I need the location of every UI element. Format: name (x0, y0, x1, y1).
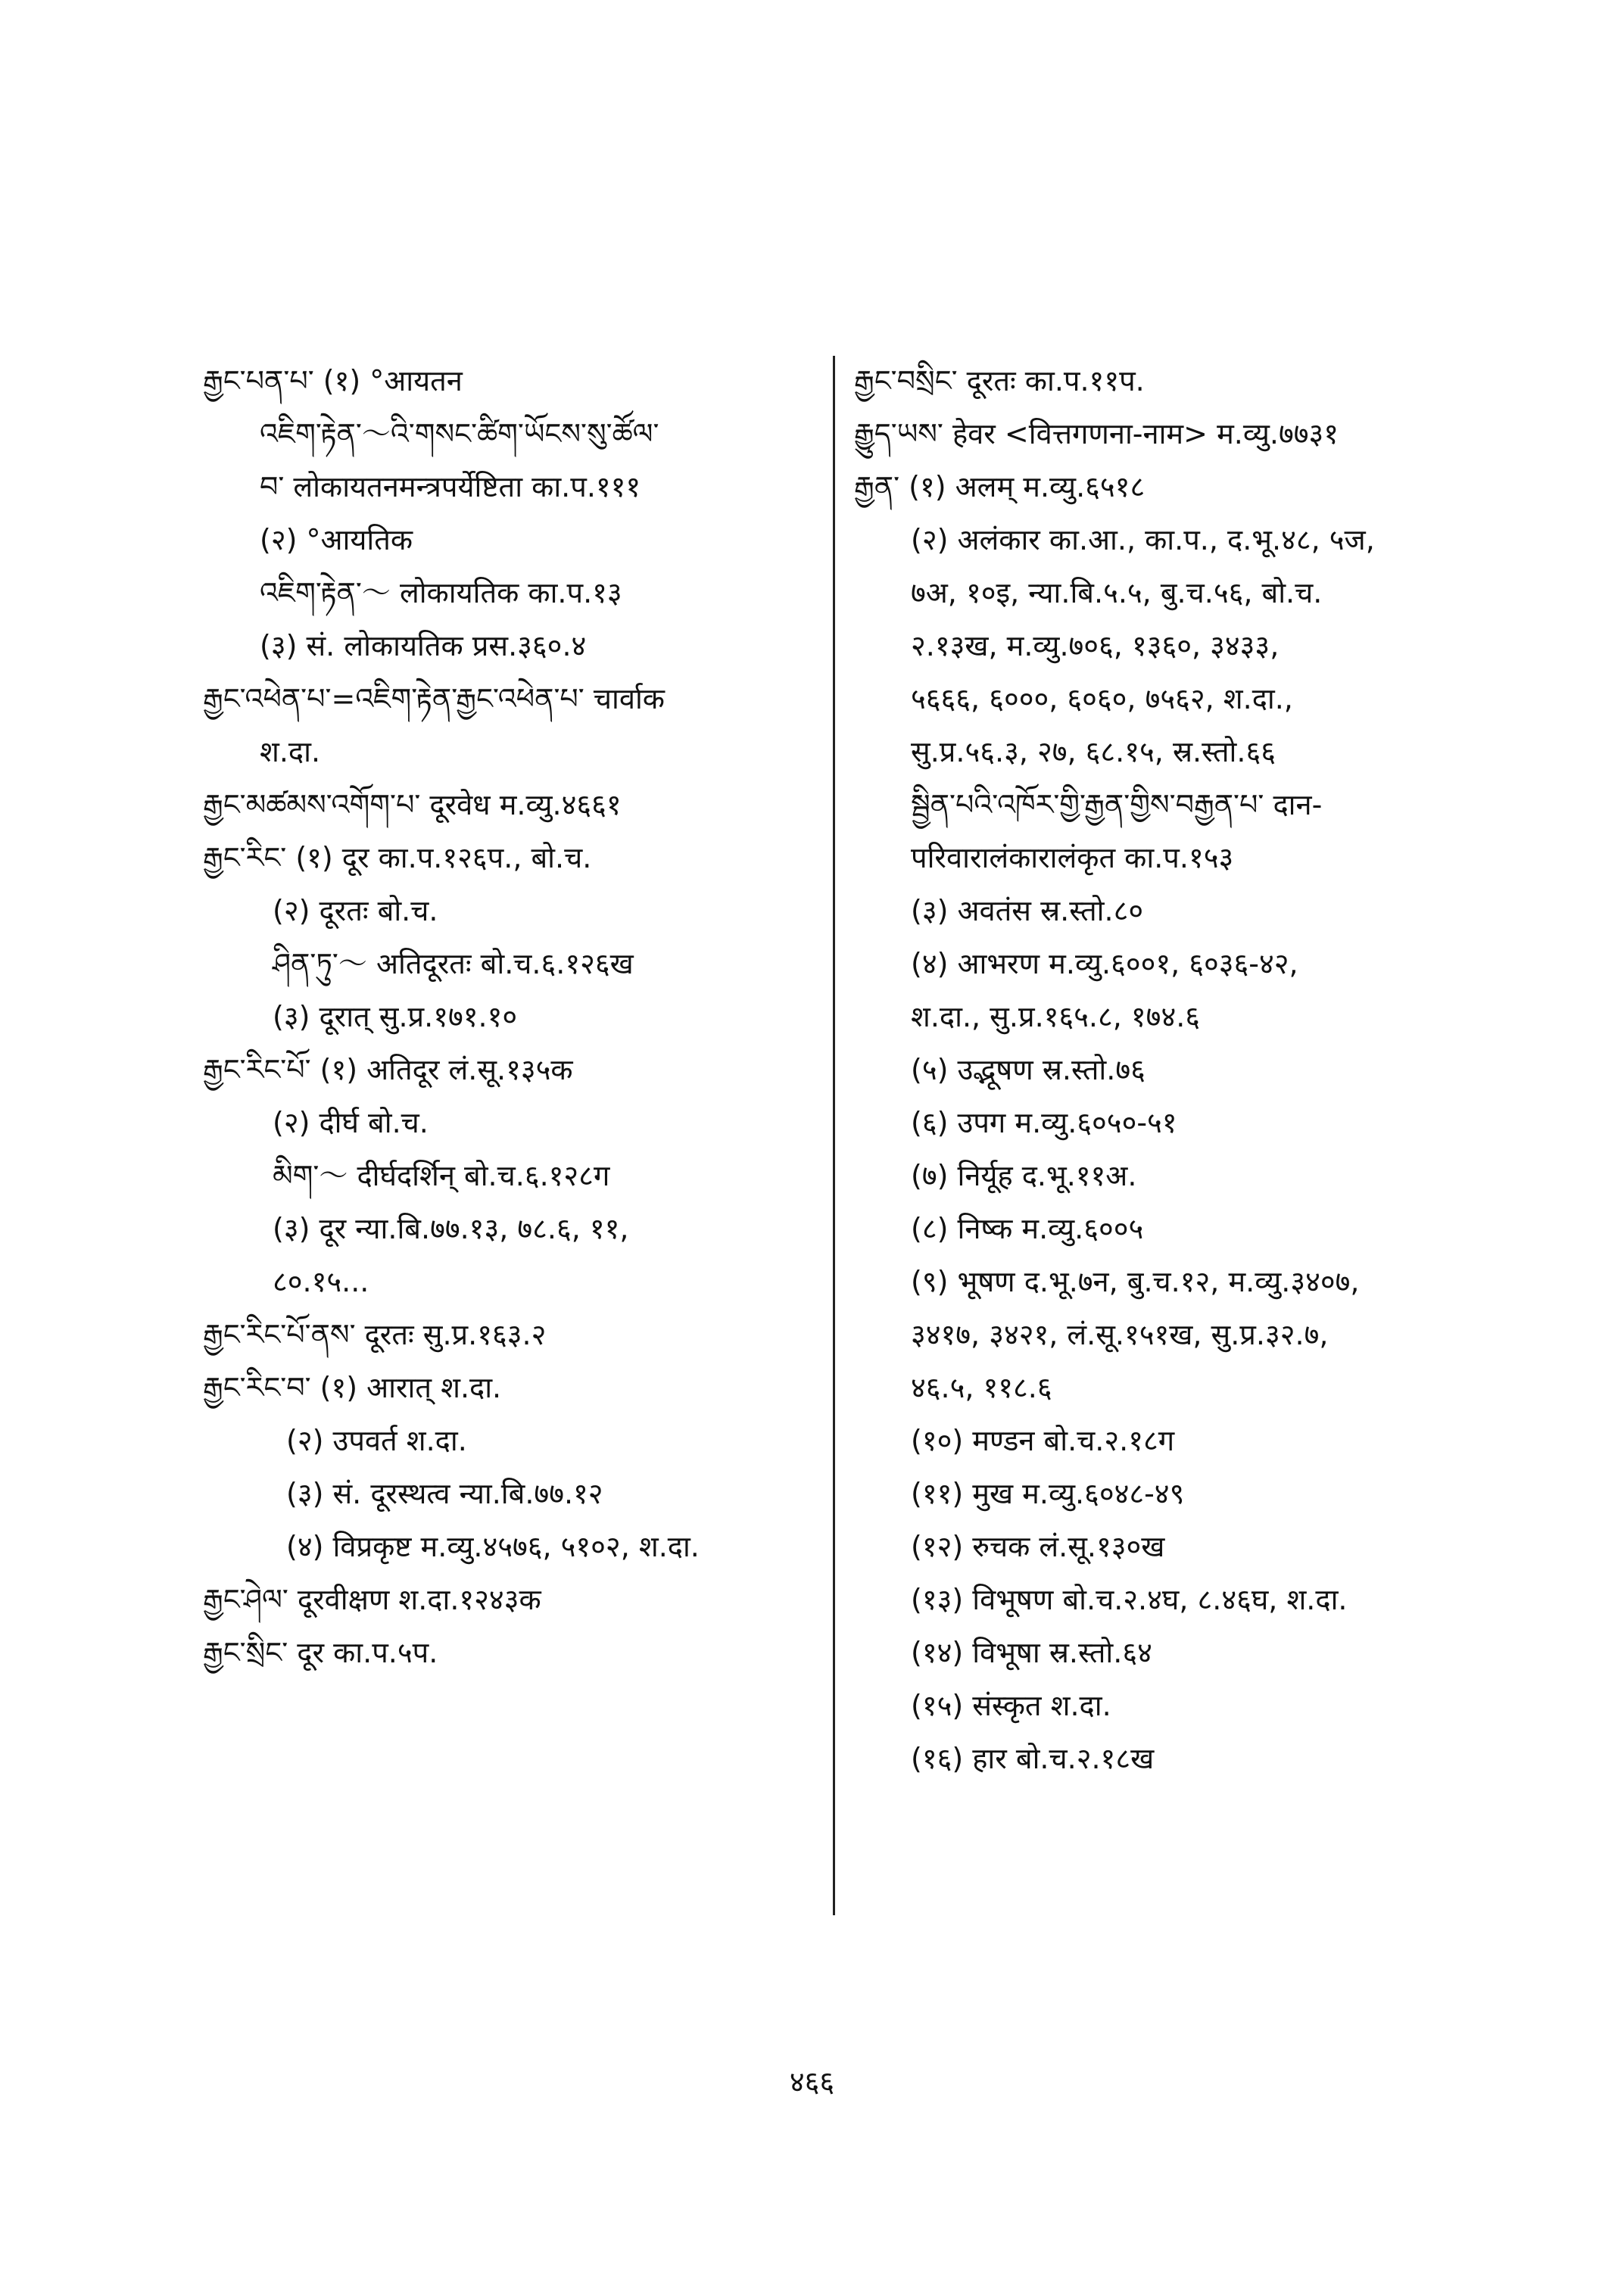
sub-entry: (३) सं. दूरस्थत्व न्या.बि.७७.१२ (286, 1477, 603, 1510)
sub-entry: (२) अलंकार का.आ., का.प., द.भू.४८, ५ज, (911, 523, 1375, 556)
sub-entry: सु.प्र.५६.३, २७, ६८.१५, स्र.स्तो.६६ (911, 735, 1276, 768)
sub-entry: (६) उपग म.व्यु.६०५०-५१ (911, 1106, 1177, 1139)
headword-entry: རྒྱང་ཤེལ་ दूरवीक्षण श.दा.१२४३क (203, 1583, 541, 1616)
page-number: ४६६ (789, 2065, 835, 2098)
sub-entry: སྦྱིན་པའི་འཁོར་གྱི་རྒྱན་གྱིས་བརྒྱན་པ་ दान- (911, 788, 1323, 821)
sub-entry: བ་ लोकायतनमन्त्रपर्येष्टिता का.प.१११ (260, 470, 641, 503)
sub-entry: ३४१७, ३४२१, लं.सू.१५१ख, सु.प्र.३२.७, (911, 1318, 1329, 1351)
sub-entry: (२) °आयतिक (260, 523, 413, 556)
sub-entry: ८०.१५... (273, 1265, 369, 1298)
sub-entry: (४) आभरण म.व्यु.६००१, ६०३६-४२, (911, 947, 1298, 980)
sub-entry: श.दा. (260, 735, 321, 768)
headword-entry: རྒྱང་རིང་བ་ (१) आरात् श.दा. (203, 1371, 502, 1404)
sub-entry: ཤིན་ཏུ་～ अतिदूरतः बो.च.६.१२६ख (273, 947, 634, 980)
sub-entry: (८) निष्क म.व्यु.६००५ (911, 1212, 1144, 1245)
sub-entry: (३) अवतंस स्र.स्तो.८० (911, 894, 1144, 927)
column-divider (833, 356, 835, 1915)
headword-entry: རྒྱན་ (१) अलम् म.व्यु.६५१८ (854, 470, 1146, 503)
left-column (203, 354, 809, 1679)
sub-entry: (२) दीर्घ बो.च. (273, 1106, 429, 1139)
sub-entry: མིག་～ दीर्घदर्शिन् बो.च.६.१२८ग (273, 1159, 610, 1192)
headword-entry: རྒྱང་སྲིང་ दूर का.प.५प. (203, 1636, 438, 1669)
sub-entry: (३) दूर न्या.बि.७७.१३, ७८.६, ११, (273, 1212, 629, 1245)
sub-entry: (११) मुख म.व्यु.६०४८-४९ (911, 1477, 1185, 1510)
sub-entry: (१६) हार बो.च.२.१८ख (911, 1742, 1155, 1775)
headword-entry: རྒྱང་རིང་པོ་ནས་ दूरतः सु.प्र.१६३.२ (203, 1318, 547, 1351)
headword-entry: རྒྱང་འཕེན་པ་=འཇིག་རྟེན་རྒྱང་འཕེན་པ་ चार्वाक (203, 682, 665, 715)
sub-entry: (७) निर्यूह द.भू.११अ. (911, 1159, 1137, 1192)
sub-entry: (४) विप्रकृष्ट म.व्यु.४५७६, ५१०२, श.दा. (286, 1530, 700, 1563)
headword-entry: རྒྱང་མཚམས་འགོག་པ་ दूरवेध म.व्यु.४६६१ (203, 788, 622, 821)
sub-entry: ४६.५, ११८.६ (911, 1371, 1052, 1404)
sub-entry: श.दा., सु.प्र.१६५.८, १७४.६ (911, 1000, 1201, 1033)
sub-entry: (५) उद्भूषण स्र.स्तो.७६ (911, 1053, 1146, 1086)
sub-entry: (१५) संस्कृत श.दा. (911, 1689, 1111, 1722)
headword-entry: རྒྱང་རིང་ (१) दूर का.प.१२६प., बो.च. (203, 841, 592, 874)
headword-entry: རྒྱང་རིང་པོ་ (१) अतिदूर लं.सू.१३५क (203, 1053, 573, 1086)
sub-entry: འཇིག་རྟེན་～འི་གསང་ཚིག་ཡོངས་སུ་ཚོལ་ (260, 417, 659, 450)
sub-entry: परिवारालंकारालंकृत का.प.१५३ (911, 841, 1234, 874)
right-column (854, 354, 1460, 1785)
sub-entry: (३) सं. लोकायतिक प्रस.३६०.४ (260, 629, 587, 662)
sub-entry: (२) उपवर्त श.दा. (286, 1424, 467, 1457)
sub-entry: (३) दूरात् सु.प्र.१७१.१० (273, 1000, 518, 1033)
sub-entry: (१४) विभूषा स्र.स्तो.६४ (911, 1636, 1152, 1669)
headword-entry: རྒྱུད་ཡས་ हेवर <वित्तगणना-नाम> म.व्यु.७७३१ (854, 417, 1339, 450)
headword-entry: རྒྱང་བསྲིང་ दूरतः का.प.११प. (854, 364, 1145, 397)
sub-entry: ५६६६, ६०००, ६०६०, ७५६२, श.दा., (911, 682, 1293, 715)
sub-entry: ७अ, १०इ, न्या.बि.५.५, बु.च.५६, बो.च. (911, 576, 1323, 609)
headword-entry: རྒྱང་པན་པ་ (१) °आयतन (203, 364, 463, 397)
sub-entry: २.१३ख, म.व्यु.७०६, १३६०, ३४३३, (911, 629, 1280, 662)
sub-entry: (९) भूषण द.भू.७न, बु.च.१२, म.व्यु.३४०७, (911, 1265, 1360, 1298)
sub-entry: (१२) रुचक लं.सू.१३०ख (911, 1530, 1165, 1563)
sub-entry: འཇིག་རྟེན་～ लोकायतिक का.प.१३ (260, 576, 622, 609)
sub-entry: (१३) विभूषण बो.च.२.४घ, ८.४६घ, श.दा. (911, 1583, 1348, 1616)
sub-entry: (१०) मण्डन बो.च.२.१८ग (911, 1424, 1175, 1457)
sub-entry: (२) दूरतः बो.च. (273, 894, 438, 927)
